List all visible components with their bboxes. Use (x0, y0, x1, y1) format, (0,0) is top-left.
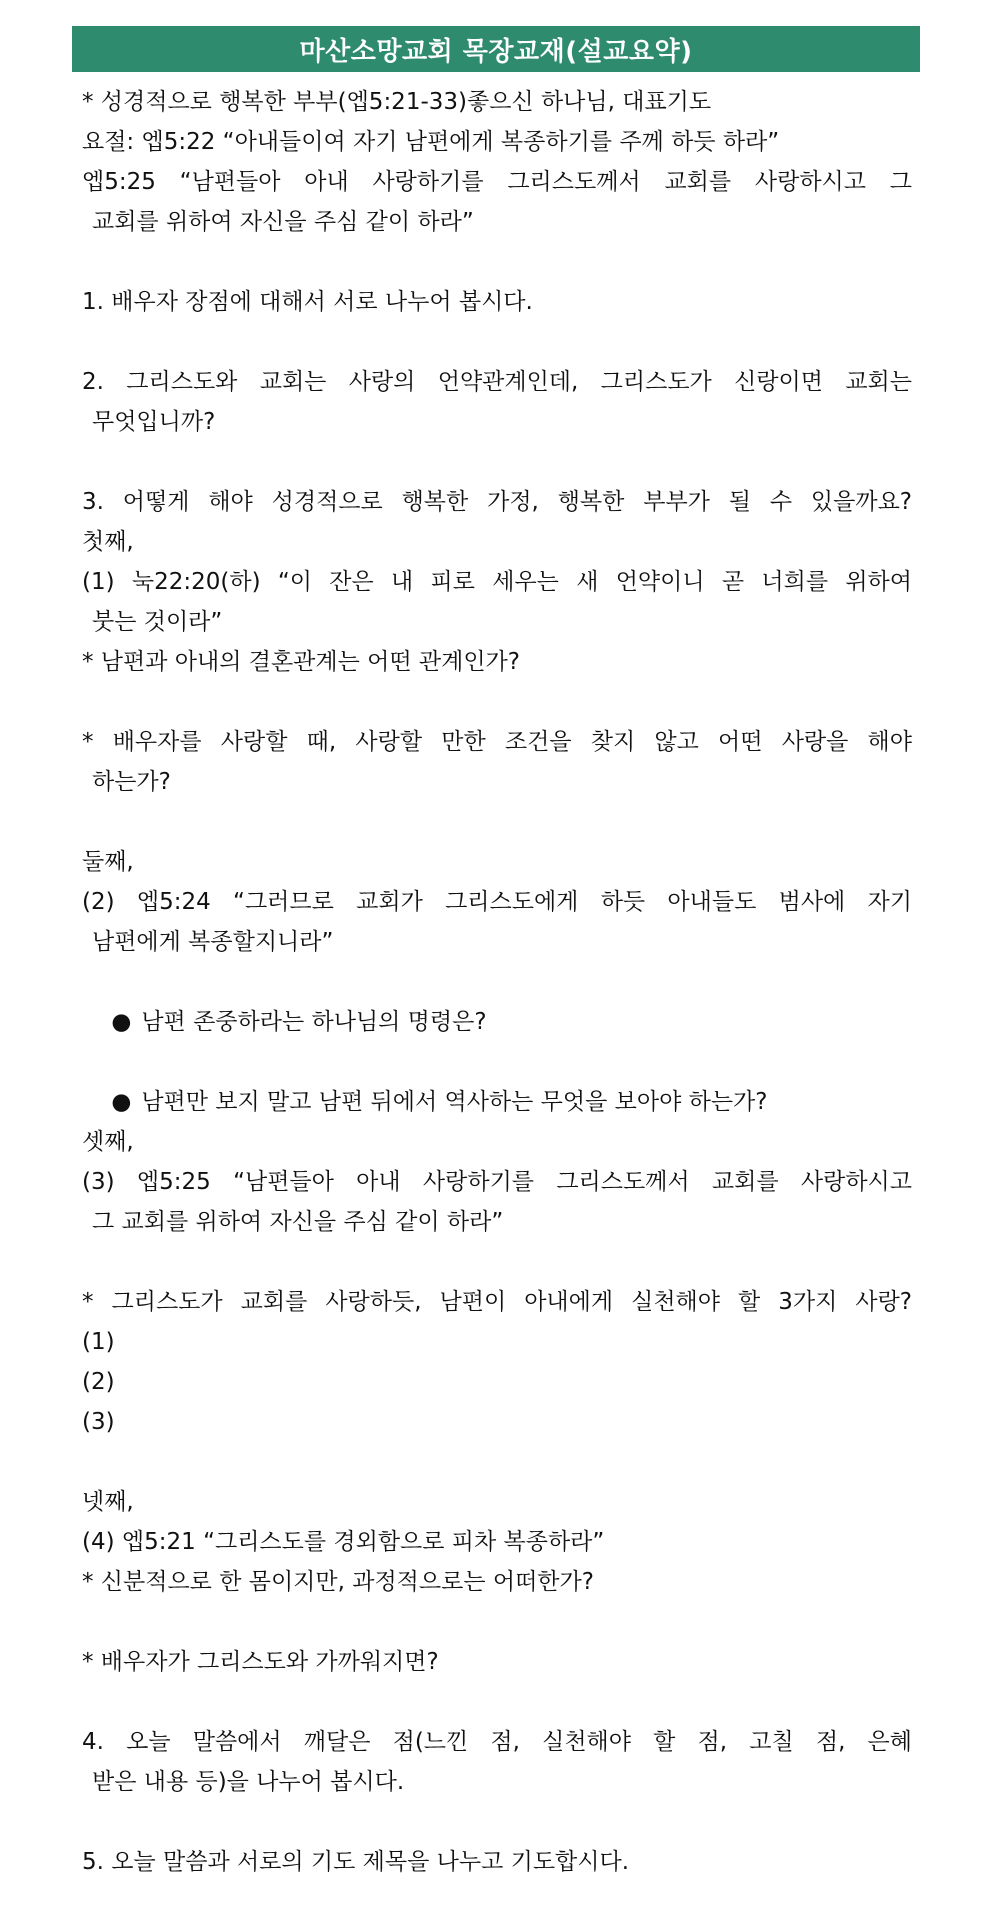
subpoint-3: (3) 엡5:25 “남편들아 아내 사랑하기를 그리스도께서 교회를 사랑하시고 (82, 1169, 912, 1195)
sermon-title-line: * 성경적으로 행복한 부부(엡5:21-33)좋으신 하나님, 대표기도 (82, 89, 712, 115)
bullet-question-a-text: 남편 존중하라는 하나님의 명령은? (141, 1009, 487, 1035)
bullet-icon: ● (111, 1009, 132, 1035)
question-4-cont: 받은 내용 등)을 나누어 봅시다. (92, 1769, 405, 1795)
bullet-question-a (82, 962, 912, 1035)
question-3-1-b: * 배우자를 사랑할 때, 사랑할 만한 조건을 찾지 않고 어떤 사랑을 해야 (82, 729, 912, 755)
question-2: 2. 그리스도와 교회는 사랑의 언약관계인데, 그리스도가 신랑이면 교회는 (82, 369, 912, 395)
section-first: 첫째, (82, 529, 134, 555)
question-1: 1. 배우자 장점에 대해서 서로 나누어 봅시다. (82, 289, 533, 315)
section-fourth: 넷째, (82, 1489, 134, 1515)
section-third: 셋째, (82, 1129, 134, 1155)
question-3-1-a: * 남편과 아내의 결혼관계는 어떤 관계인가? (82, 649, 520, 675)
subpoint-2-cont: 남편에게 복종할지니라” (92, 929, 334, 955)
question-4: 4. 오늘 말씀에서 깨달은 점(느낀 점, 실천해야 할 점, 고칠 점, 은혜 (82, 1729, 912, 1755)
bullet-question-b-text: 남편만 보지 말고 남편 뒤에서 역사하는 무엇을 보아야 하는가? (141, 1089, 768, 1115)
bullet-icon: ● (111, 1089, 132, 1115)
question-3-3: * 그리스도가 교회를 사랑하듯, 남편이 아내에게 실천해야 할 3가지 사랑? (82, 1289, 912, 1315)
subpoint-4: (4) 엡5:21 “그리스도를 경외함으로 피차 복종하라” (82, 1529, 605, 1555)
subpoint-1: (1) 눅22:20(하) “이 잔은 내 피로 세우는 새 언약이니 곧 너희를 위하여 (82, 569, 912, 595)
answer-slot-1: (1) (82, 1329, 115, 1355)
question-3-1-b-cont: 하는가? (92, 769, 171, 795)
verse-line-cont: 교회를 위하여 자신을 주심 같이 하라” (92, 209, 474, 235)
subpoint-3-cont: 그 교회를 위하여 자신을 주심 같이 하라” (92, 1209, 504, 1235)
question-3-4-a: * 신분적으로 한 몸이지만, 과정적으로는 어떠한가? (82, 1569, 594, 1595)
study-guide-body (82, 82, 912, 1882)
key-verse-line: 요절: 엡5:22 “아내들이여 자기 남편에게 복종하기를 주께 하듯 하라” (82, 129, 780, 155)
question-3-4-b: * 배우자가 그리스도와 가까워지면? (82, 1649, 439, 1675)
question-3: 3. 어떻게 해야 성경적으로 행복한 가정, 행복한 부부가 될 수 있을까요? (82, 489, 912, 515)
answer-slot-2: (2) (82, 1369, 115, 1395)
subpoint-2: (2) 엡5:24 “그러므로 교회가 그리스도에게 하듯 아내들도 범사에 자기 (82, 889, 912, 915)
verse-line: 엡5:25 “남편들아 아내 사랑하기를 그리스도께서 교회를 사랑하시고 그 (82, 169, 912, 195)
section-second: 둘째, (82, 849, 134, 875)
question-5: 5. 오늘 말씀과 서로의 기도 제목을 나누고 기도합시다. (82, 1849, 630, 1875)
question-2-cont: 무엇입니까? (92, 409, 216, 435)
bullet-question-b (82, 1042, 912, 1115)
answer-slot-3: (3) (82, 1409, 115, 1435)
page-title: 마산소망교회 목장교재(설교요약) (72, 26, 920, 72)
subpoint-1-cont: 붓는 것이라” (92, 609, 223, 635)
